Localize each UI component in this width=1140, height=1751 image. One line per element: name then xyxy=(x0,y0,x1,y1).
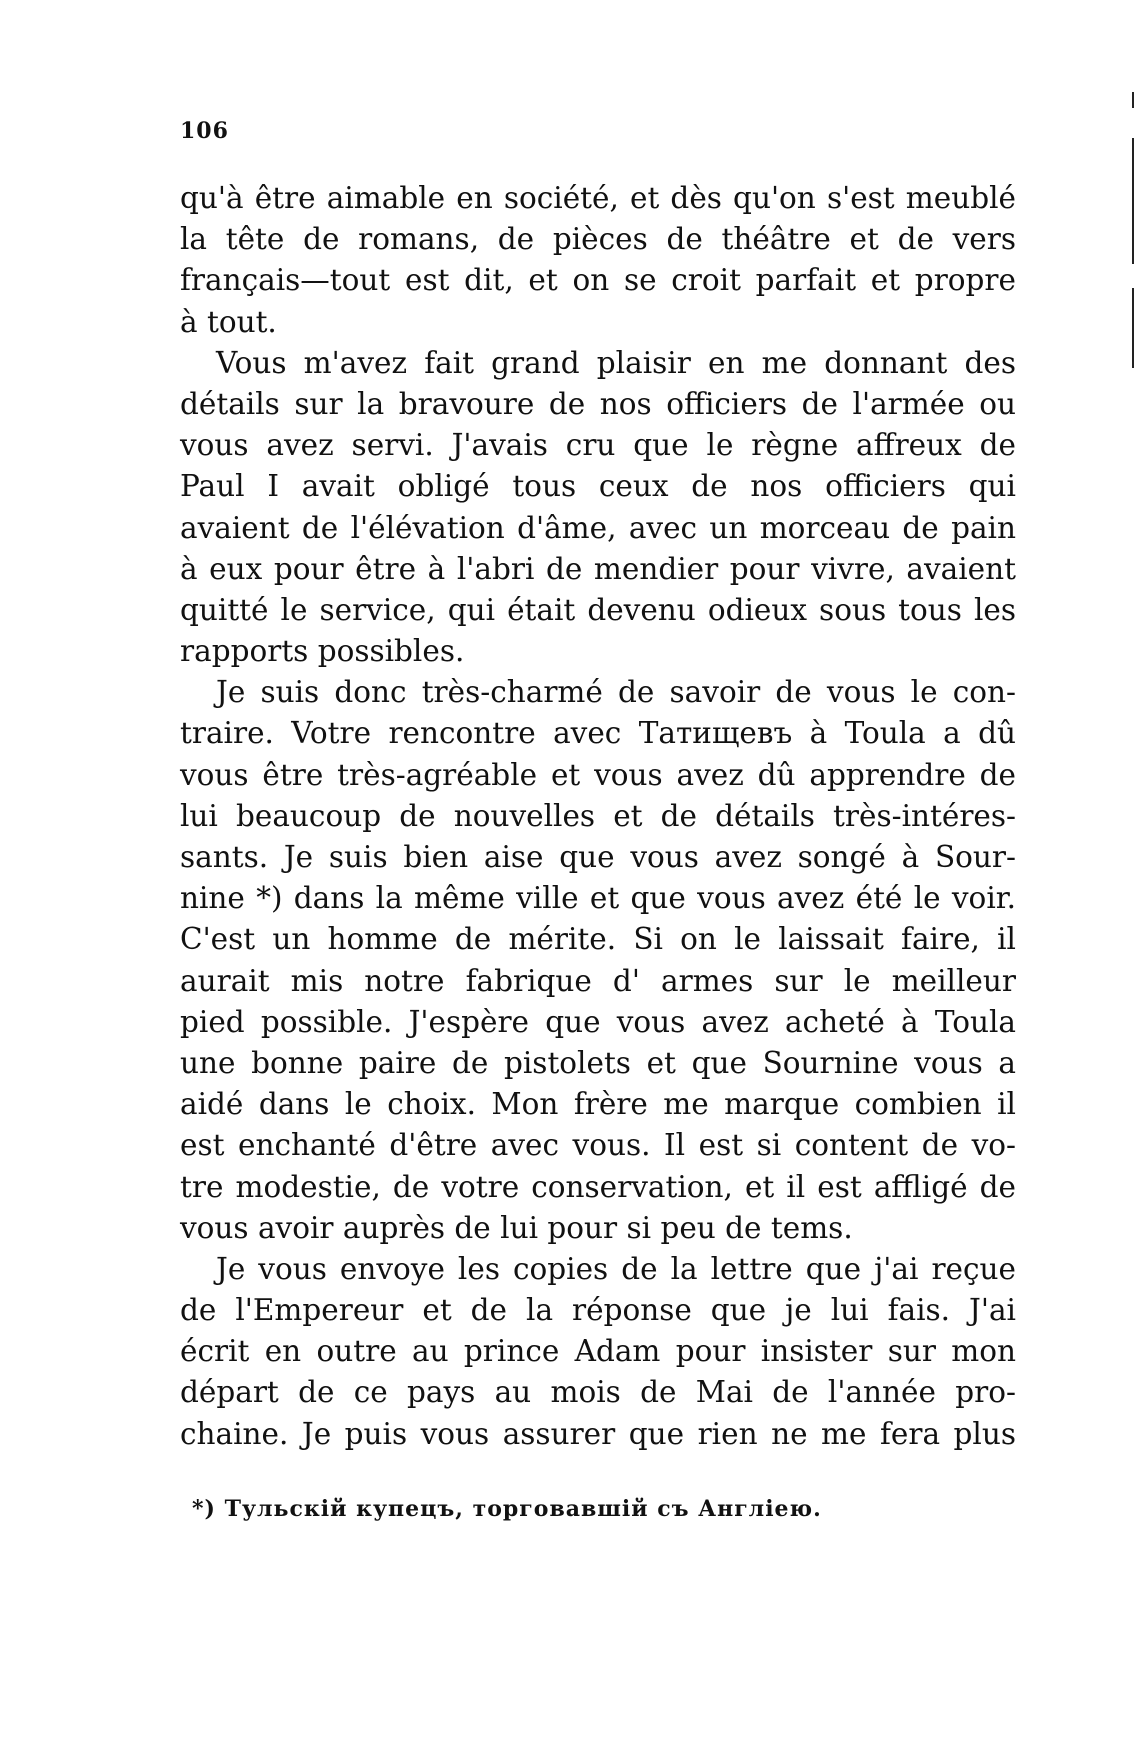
text-line: est enchanté d'être avec vous. Il est si content de vo- xyxy=(180,1128,1016,1163)
text-line: Je vous envoye les copies de la lettre que j'ai reçue xyxy=(216,1251,1016,1286)
margin-rule xyxy=(1132,288,1134,368)
text-line: français—tout est dit, et on se croit parfait et propre xyxy=(180,263,1016,298)
text-line: à tout. xyxy=(180,304,277,339)
text-line: aurait mis notre fabrique d' armes sur le meilleur xyxy=(180,963,1016,998)
footnote: *) Тульскій купецъ, торговавшій съ Англіею. xyxy=(192,1496,822,1522)
text-line: nine *) dans la même ville et que vous avez été le voir. xyxy=(180,881,1016,916)
text-line: écrit en outre au prince Adam pour insister sur mon xyxy=(180,1334,1016,1369)
margin-rule xyxy=(1132,92,1134,108)
text-line: de l'Empereur et de la réponse que je lui fais. J'ai xyxy=(180,1293,1016,1328)
text-line: sants. Je suis bien aise que vous avez songé à Sour- xyxy=(180,840,1016,874)
margin-rule xyxy=(1132,138,1134,264)
text-line: Paul I avait obligé tous ceux de nos officiers qui xyxy=(180,469,1016,504)
text-line: aidé dans le choix. Mon frère me marque combien il xyxy=(180,1087,1016,1122)
text-line: traire. Votre rencontre avec Татищевъ à Toula a dû xyxy=(180,716,1016,751)
text-line: à eux pour être à l'abri de mendier pour vivre, avaient xyxy=(180,551,1016,586)
page-number: 106 xyxy=(180,118,229,144)
text-line: C'est un homme de mérite. Si on le laissait faire, il xyxy=(180,922,1016,957)
text-line: pied possible. J'espère que vous avez acheté à Toula xyxy=(180,1004,1016,1039)
text-line: la tête de romans, de pièces de théâtre et de vers xyxy=(180,222,1016,257)
text-line: tre modestie, de votre conservation, et il est affligé de xyxy=(180,1169,1016,1204)
text-line: détails sur la bravoure de nos officiers de l'armée ou xyxy=(180,386,1016,421)
text-line: vous avoir auprès de lui pour si peu de tems. xyxy=(180,1210,853,1245)
text-line: lui beaucoup de nouvelles et de détails très-intéres- xyxy=(180,798,1016,833)
text-line: Vous m'avez fait grand plaisir en me donnant des xyxy=(216,345,1016,380)
text-line: rapports possibles. xyxy=(180,634,465,669)
text-line: Je suis donc très-charmé de savoir de vous le con- xyxy=(216,675,1016,710)
text-line: vous être très-agréable et vous avez dû apprendre de xyxy=(180,757,1016,792)
text-line: une bonne paire de pistolets et que Sournine vous a xyxy=(180,1045,1016,1080)
text-line: qu'à être aimable en société, et dès qu'on s'est meublé xyxy=(180,181,1016,215)
text-line: vous avez servi. J'avais cru que le règne affreux de xyxy=(180,428,1016,463)
text-line: départ de ce pays au mois de Mai de l'année pro- xyxy=(180,1375,1016,1410)
text-line: avaient de l'élévation d'âme, avec un morceau de pain xyxy=(180,510,1016,545)
text-line: chaine. Je puis vous assurer que rien ne me fera plus xyxy=(180,1416,1016,1451)
text-line: quitté le service, qui était devenu odieux sous tous les xyxy=(180,592,1016,627)
body-text xyxy=(180,178,1016,1455)
